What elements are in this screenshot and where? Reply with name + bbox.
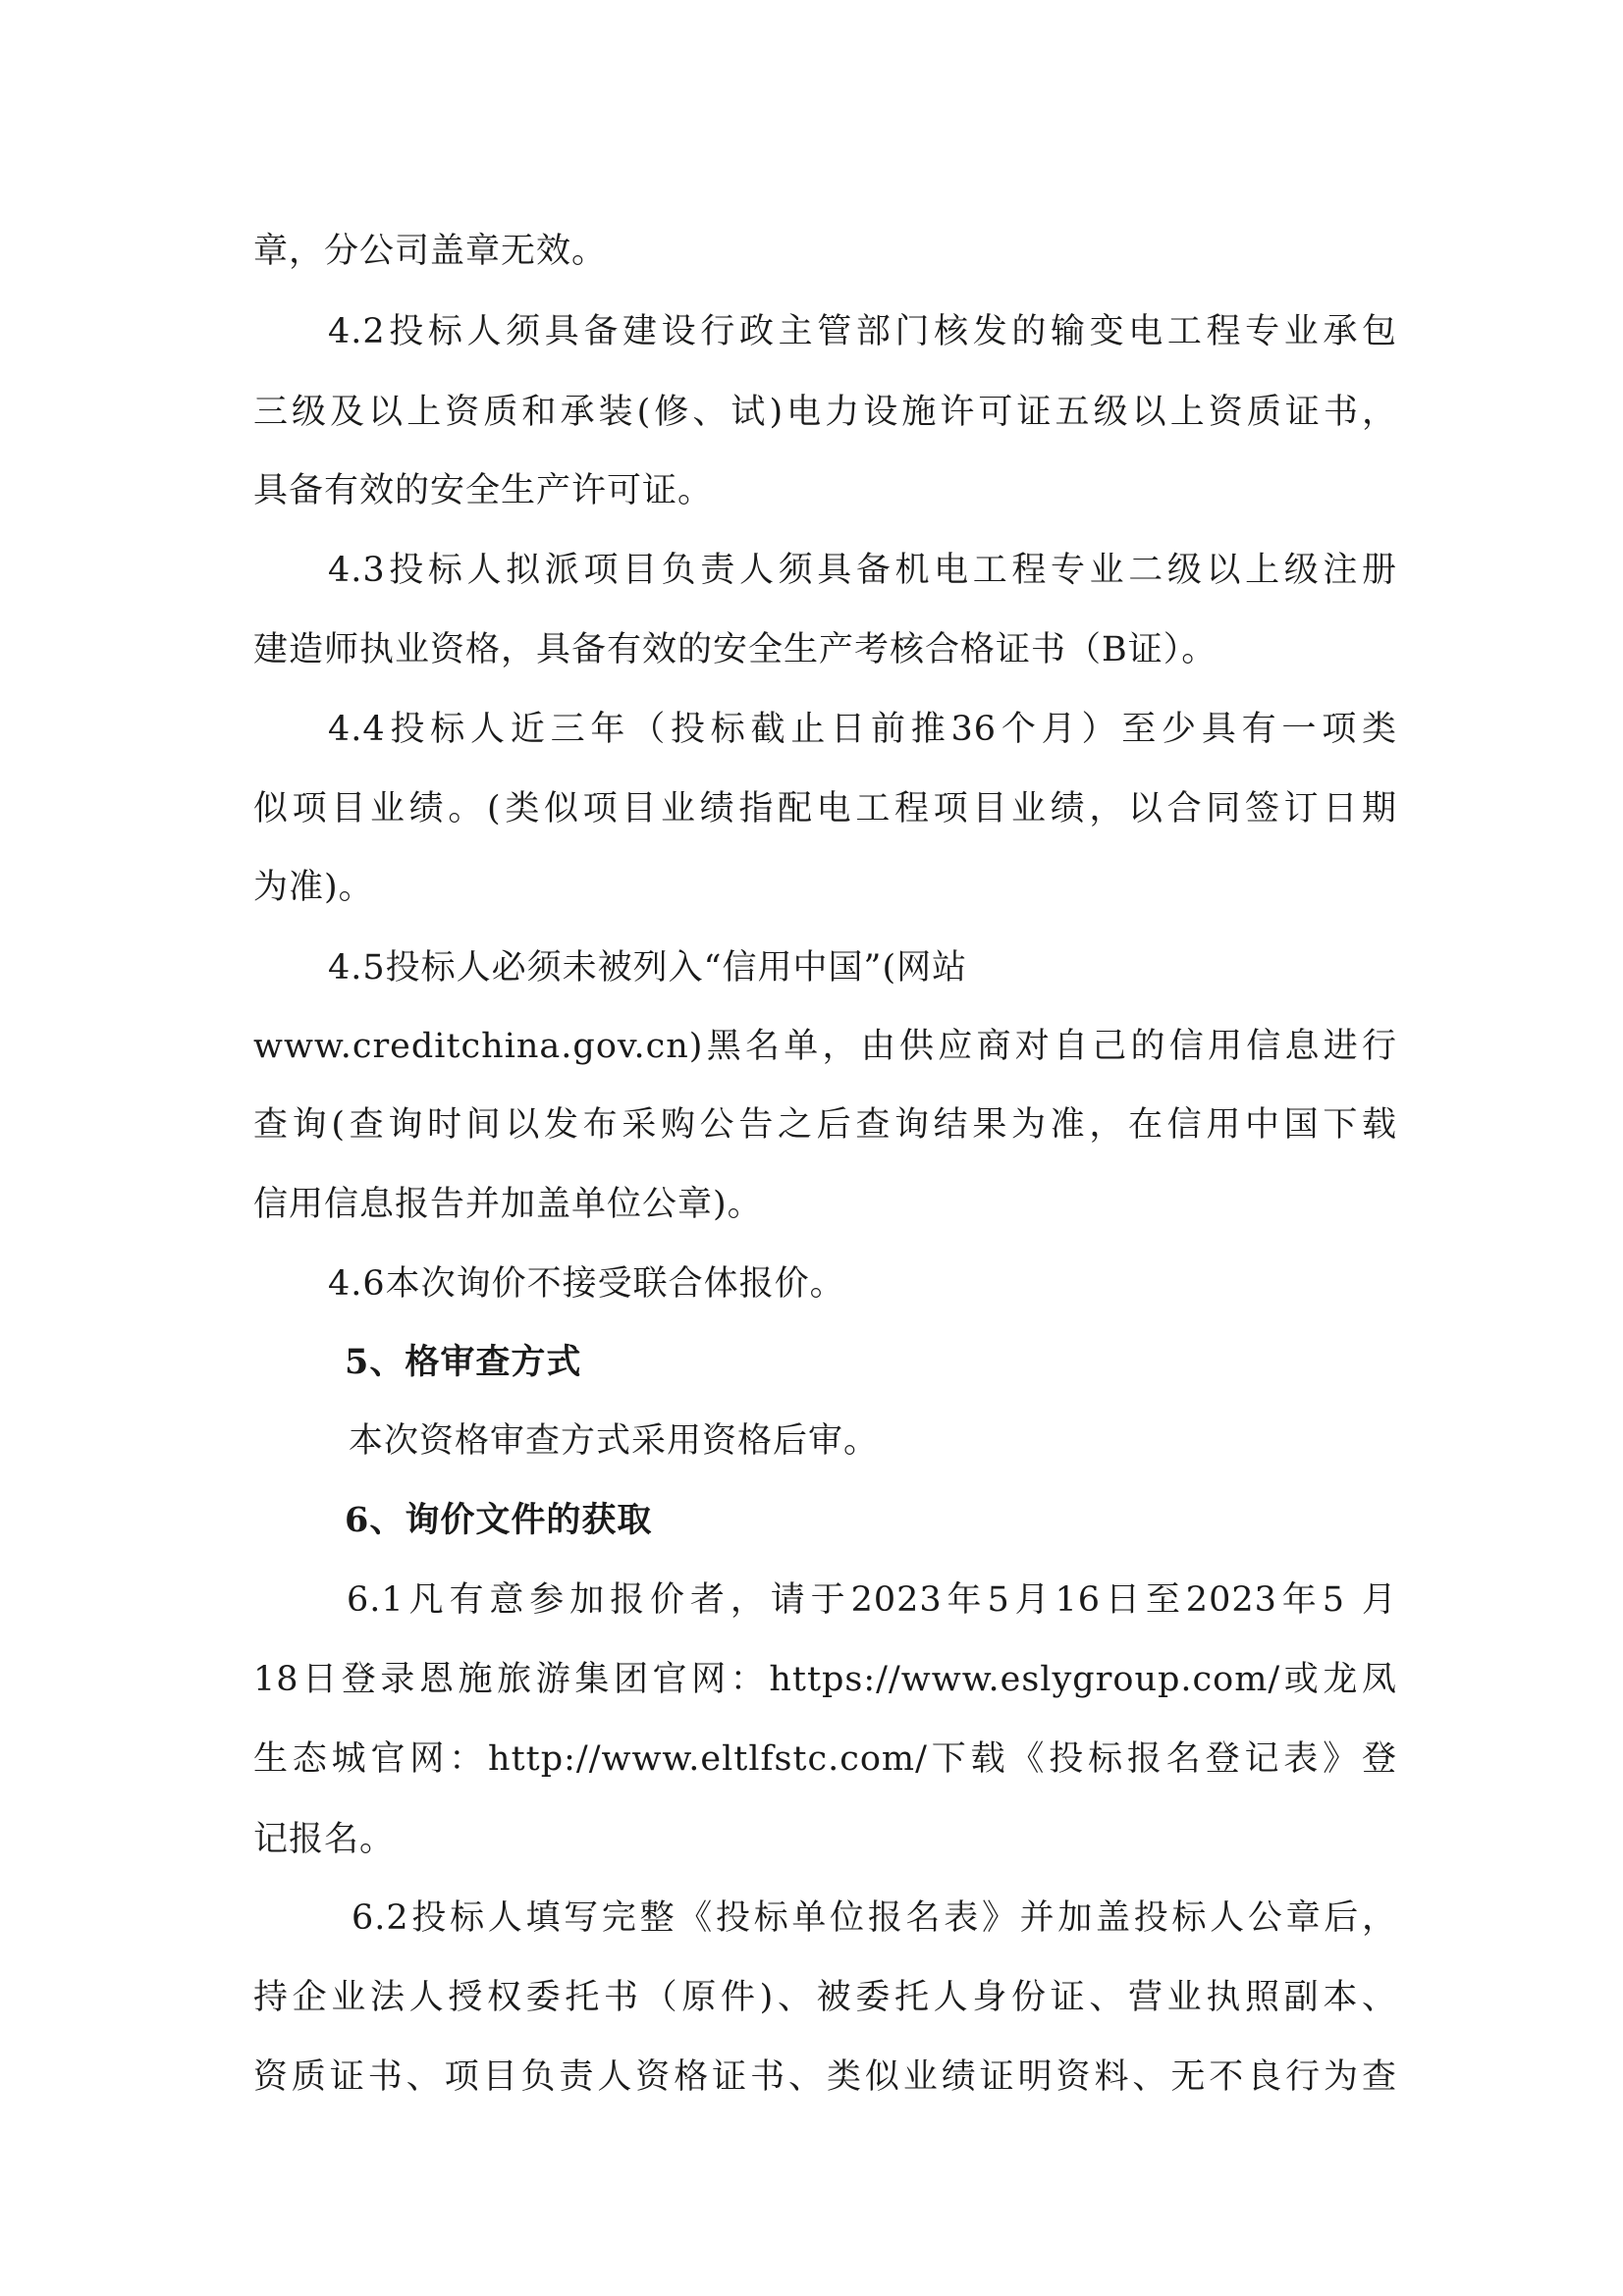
paragraph-line: 6.2投标人填写完整《投标单位报名表》并加盖投标人公章后， bbox=[352, 1898, 1397, 1938]
paragraph-line: 为准)。 bbox=[253, 868, 374, 907]
paragraph-line: 三级及以上资质和承装(修、试)电力设施许可证五级以上资质证书， bbox=[253, 393, 1397, 432]
paragraph-line: 查询(查询时间以发布采购公告之后查询结果为准，在信用中国下载 bbox=[253, 1105, 1397, 1145]
paragraph-line: 章，分公司盖章无效。 bbox=[253, 232, 608, 271]
paragraph-line: 4.3投标人拟派项目负责人须具备机电工程专业二级以上级注册 bbox=[328, 551, 1397, 590]
paragraph-line: 生态城官网：http://www.eltlfstc.com/下载《投标报名登记表》登 bbox=[253, 1739, 1397, 1779]
section-heading: 5、格审查方式 bbox=[345, 1342, 582, 1382]
paragraph-line: 信用信息报告并加盖单位公章)。 bbox=[253, 1185, 763, 1224]
section-heading: 6、询价文件的获取 bbox=[345, 1500, 653, 1540]
paragraph-line: 6.1凡有意参加报价者，请于2023年5月16日至2023年5 月 bbox=[347, 1580, 1397, 1620]
paragraph-line: 4.2投标人须具备建设行政主管部门核发的输变电工程专业承包 bbox=[328, 312, 1397, 351]
paragraph-line: 记报名。 bbox=[253, 1820, 396, 1859]
paragraph-line: 似项目业绩。(类似项目业绩指配电工程项目业绩，以合同签订日期 bbox=[253, 789, 1397, 828]
paragraph-line: 持企业法人授权委托书（原件)、被委托人身份证、营业执照副本、 bbox=[253, 1978, 1397, 2017]
paragraph-line: 具备有效的安全生产许可证。 bbox=[253, 471, 714, 510]
paragraph-line: 4.6本次询价不接受联合体报价。 bbox=[328, 1264, 845, 1304]
paragraph-line: 本次资格审查方式采用资格后审。 bbox=[349, 1421, 880, 1461]
paragraph-line: www.creditchina.gov.cn)黑名单，由供应商对自己的信用信息进行 bbox=[253, 1027, 1397, 1066]
paragraph-line: 资质证书、项目负责人资格证书、类似业绩证明资料、无不良行为查 bbox=[253, 2057, 1397, 2097]
paragraph-line: 建造师执业资格，具备有效的安全生产考核合格证书（B证）。 bbox=[253, 630, 1217, 669]
paragraph-line: 4.5投标人必须未被列入“信用中国”(网站 bbox=[328, 948, 968, 988]
paragraph-line: 4.4投标人近三年（投标截止日前推36个月）至少具有一项类 bbox=[328, 710, 1397, 749]
paragraph-line: 18日登录恩施旅游集团官网：https://www.eslygroup.com/或龙凤 bbox=[253, 1660, 1397, 1699]
